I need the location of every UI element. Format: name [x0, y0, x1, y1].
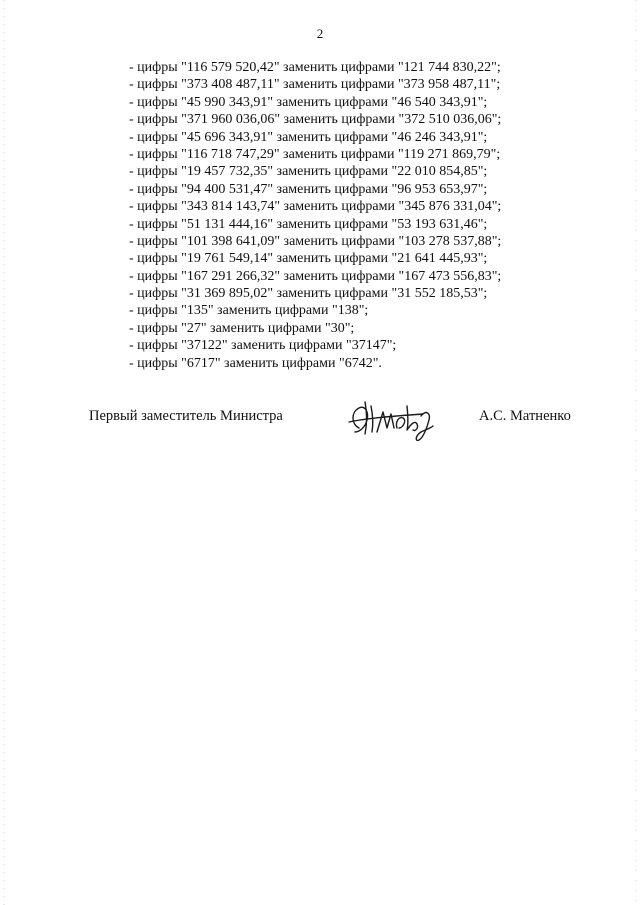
- amendment-item: - цифры "27" заменить цифрами "30";: [129, 320, 355, 336]
- signature-block: [0, 398, 640, 448]
- amendment-item: - цифры "19 457 732,35" заменить цифрами "22 010 854,85";: [129, 164, 488, 180]
- amendment-item: - цифры "101 398 641,09" заменить цифрами "103 278 537,88";: [129, 233, 502, 249]
- amendment-item: - цифры "31 369 895,02" заменить цифрами "31 552 185,53";: [129, 286, 488, 302]
- amendment-item: - цифры "37122" заменить цифрами "37147";: [129, 338, 397, 354]
- amendment-item: - цифры "51 131 444,16" заменить цифрами "53 193 631,46";: [129, 216, 488, 232]
- page-number: 2: [316, 26, 324, 41]
- amendment-item: - цифры "135" заменить цифрами "138";: [129, 303, 369, 319]
- amendment-item: - цифры "116 718 747,29" заменить цифрами "119 271 869,79";: [129, 146, 501, 162]
- amendment-item: - цифры "116 579 520,42" заменить цифрами "121 744 830,22";: [129, 60, 501, 75]
- amendment-item: - цифры "45 696 343,91" заменить цифрами "46 246 343,91";: [129, 129, 488, 145]
- left-margin-scan-dots: [3, 0, 5, 905]
- amendment-item: - цифры "19 761 549,14" заменить цифрами "21 641 445,93";: [129, 251, 488, 267]
- amendment-item: - цифры "45 990 343,91" заменить цифрами "46 540 343,91";: [129, 94, 488, 110]
- amendment-item: - цифры "94 400 531,47" заменить цифрами "96 953 653,97";: [129, 181, 488, 197]
- amendment-list: [129, 59, 569, 372]
- amendment-item: - цифры "343 814 143,74" заменить цифрами "345 876 331,04";: [129, 199, 502, 215]
- handwritten-signature-icon: [345, 398, 437, 442]
- amendment-item: - цифры "371 960 036,06" заменить цифрами "372 510 036,06";: [129, 112, 502, 128]
- right-margin-scan-dots: [635, 0, 637, 905]
- amendment-item: - цифры "6717" заменить цифрами "6742".: [129, 355, 382, 371]
- amendment-item: - цифры "167 291 266,32" заменить цифрами "167 473 556,83";: [129, 268, 502, 284]
- signer-name: А.С. Матненко: [479, 408, 571, 424]
- signer-title: Первый заместитель Министра: [89, 408, 283, 424]
- amendment-item: - цифры "373 408 487,11" заменить цифрами "373 958 487,11";: [129, 77, 501, 93]
